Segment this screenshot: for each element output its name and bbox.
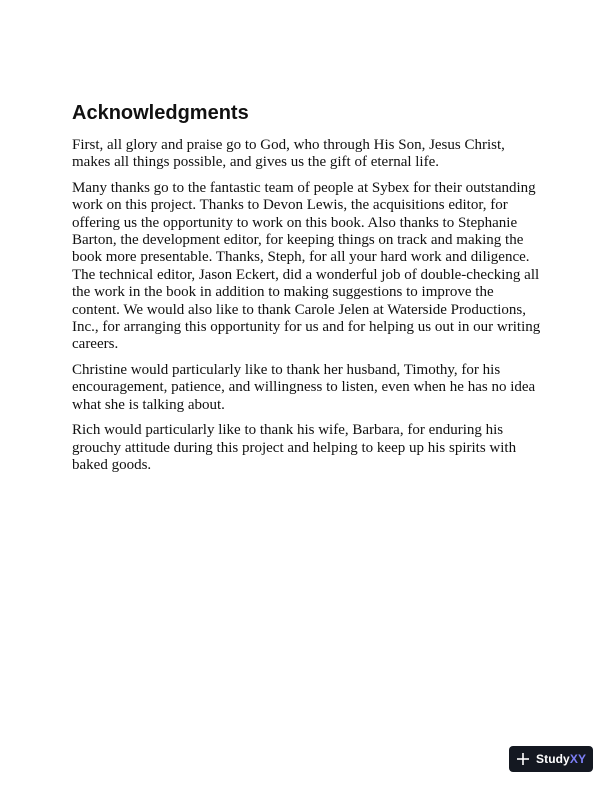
paragraph-1: First, all glory and praise go to God, who through His Son, Jesus Christ, makes all things possible, and gives us the gift of eternal life. bbox=[72, 137, 505, 171]
paragraph-3: Christine would particularly like to thank her husband, Timothy, for his encouragement, patience, and willingness to listen, even when he has no idea what she is talking about. bbox=[72, 361, 536, 413]
badge-brand-xy: XY bbox=[569, 752, 587, 766]
acknowledgments-section bbox=[72, 100, 542, 482]
page-title: Acknowledgments bbox=[72, 102, 249, 124]
paragraph-2: Many thanks go to the fantastic team of people at Sybex for their outstanding work on this project. Thanks to Devon Lewis, the acquisitions editor, for offering us the opportunity to work on this book. Also thanks to Stephanie Barton, the development editor, for keeping things on track and making the book more presentable. Thanks, Steph, for all your hard work and diligence. The technical editor, Jason Eckert, did a wonderful job of double-checking all the work in the book in addition to making suggestions to improve the content. We would also like to thank Carole Jelen at Waterside Productions, Inc., for arranging this opportunity for us and for helping us out in our writing careers. bbox=[72, 179, 541, 353]
badge-brand-study: Study bbox=[536, 752, 570, 766]
paragraph-4: Rich would particularly like to thank his wife, Barbara, for enduring his grouchy attitude during this project and helping to keep up his spirits with baked goods. bbox=[72, 422, 517, 473]
plus-icon bbox=[516, 752, 530, 766]
badge-label bbox=[536, 752, 586, 766]
studyxy-badge[interactable] bbox=[509, 746, 593, 772]
